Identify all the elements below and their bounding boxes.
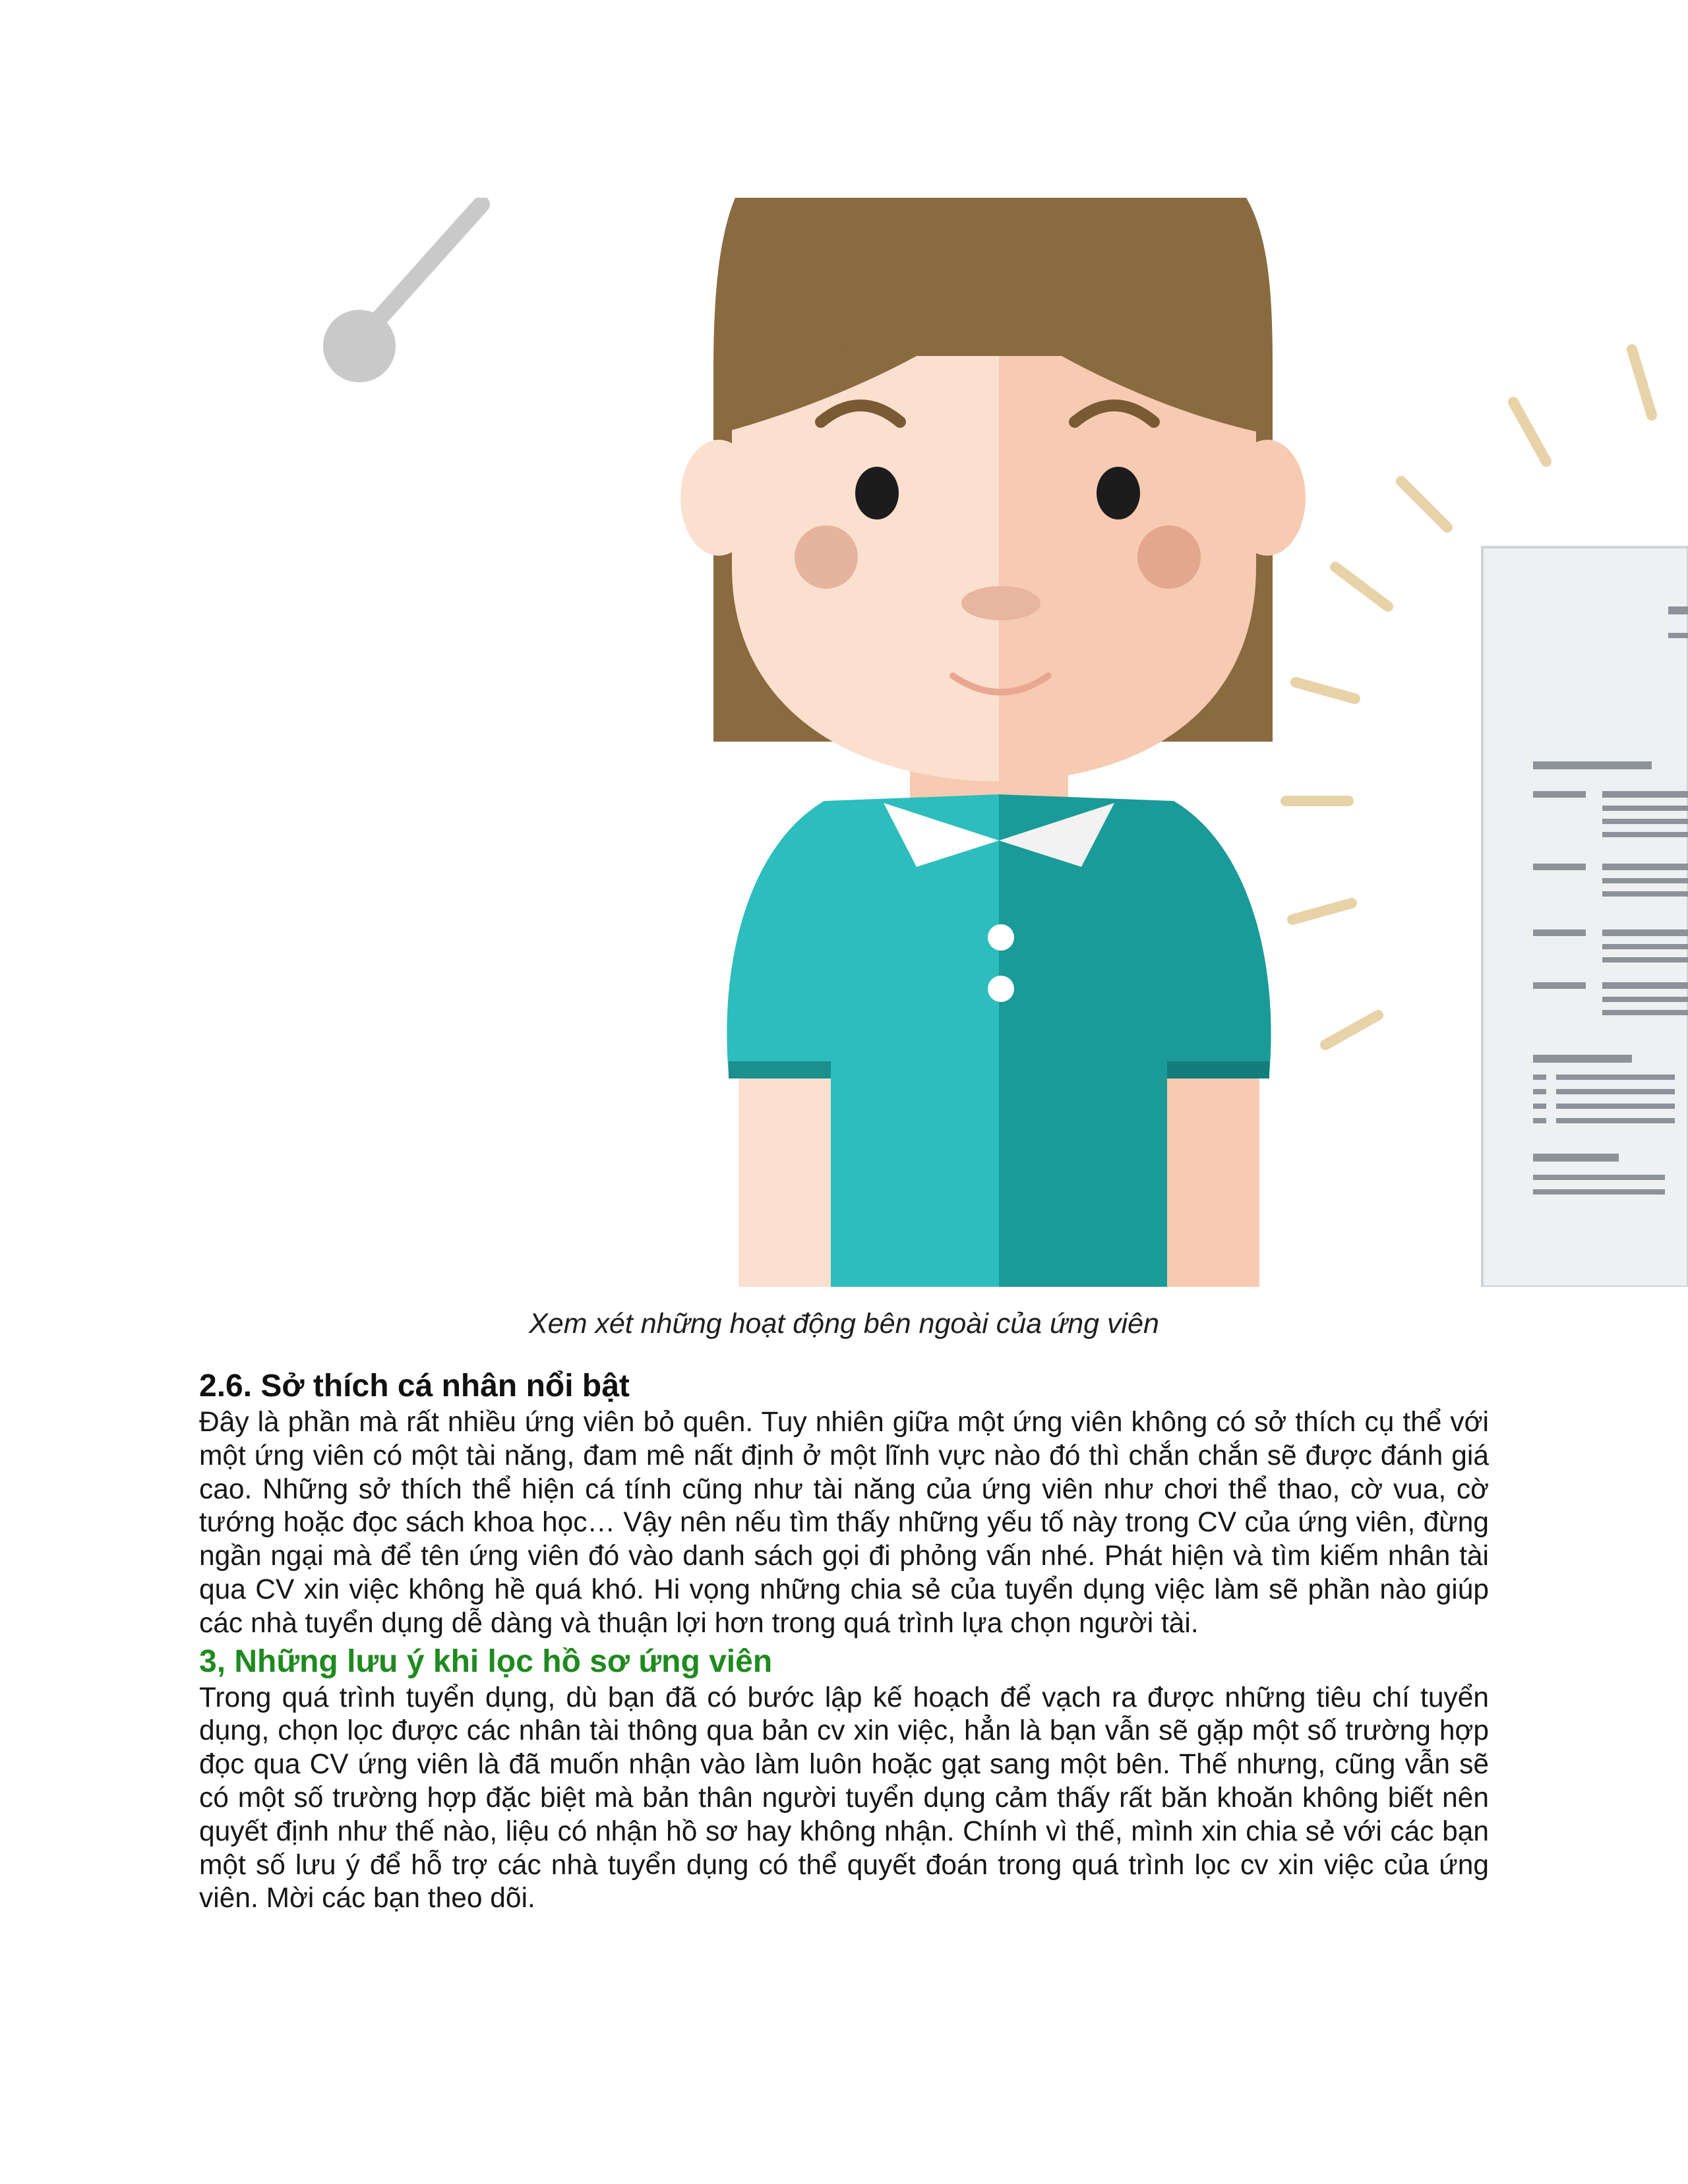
pin-icon — [323, 204, 481, 382]
figure-caption: Xem xét những hoạt động bên ngoài của ứng viên — [529, 1308, 1159, 1340]
section-body-hobbies: Đây là phần mà rất nhiều ứng viên bỏ quên. Tuy nhiên giữa một ứng viên không có sở thích cụ thể với một ứng viên có một tài năng, đam mê nất định ở một lĩnh vực nào đó thì chắn chắn sẽ được đánh giá cao. Những sở thích thể hiện cá tính cũng như tài năng của ứng viên như chơi thể thao, cờ vua, cờ tướng hoặc đọc sách khoa học… Vậy nên nếu tìm thấy những yếu tố này trong CV của ứng viên, đừng ngần ngại mà để tên ứng viên đó vào danh sách gọi đi phỏng vấn nhé. Phát hiện và tìm kiếm nhân tài qua CV xin việc không hề quá khó. Hi vọng những chia sẻ của tuyển dụng việc làm sẽ phần nào giúp các nhà tuyển dụng dễ dàng và thuận lợi hơn trong quá trình lựa chọn người tài. — [199, 1407, 1489, 1639]
article-content — [199, 1368, 1489, 1918]
cv-paper — [1482, 547, 1688, 1287]
section-body-screening-notes: Trong quá trình tuyển dụng, dù bạn đã có bước lập kế hoạch để vạch ra được những tiêu chí tuyển dụng, chọn lọc được các nhân tài thông qua bản cv xin việc, hẳn là bạn vẫn sẽ gặp một số trường hợp đọc qua CV ứng viên là đã muốn nhận vào làm luôn hoặc gạt sang một bên. Thế nhưng, cũng vẫn sẽ có một số trường hợp đặc biệt mà bản thân người tuyển dụng cảm thấy rất băn khoăn không biết nên quyết định như thế nào, liệu có nhận hồ sơ hay không nhận. Chính vì thế, mình xin chia sẻ với các bạn một số lưu ý để hỗ trợ các nhà tuyển dụng có thể quyết đoán trong quá trình lọc cv xin việc của ứng viên. Mời các bạn theo dõi. — [199, 1682, 1489, 1914]
illustration-svg — [264, 198, 1688, 1287]
section-heading-hobbies: 2.6. Sở thích cá nhân nổi bật — [199, 1369, 630, 1403]
section-heading-screening-notes: 3, Những lưu ý khi lọc hồ sơ ứng viên — [199, 1643, 773, 1679]
illustration-woman-reviewing-cv — [264, 198, 1688, 1287]
